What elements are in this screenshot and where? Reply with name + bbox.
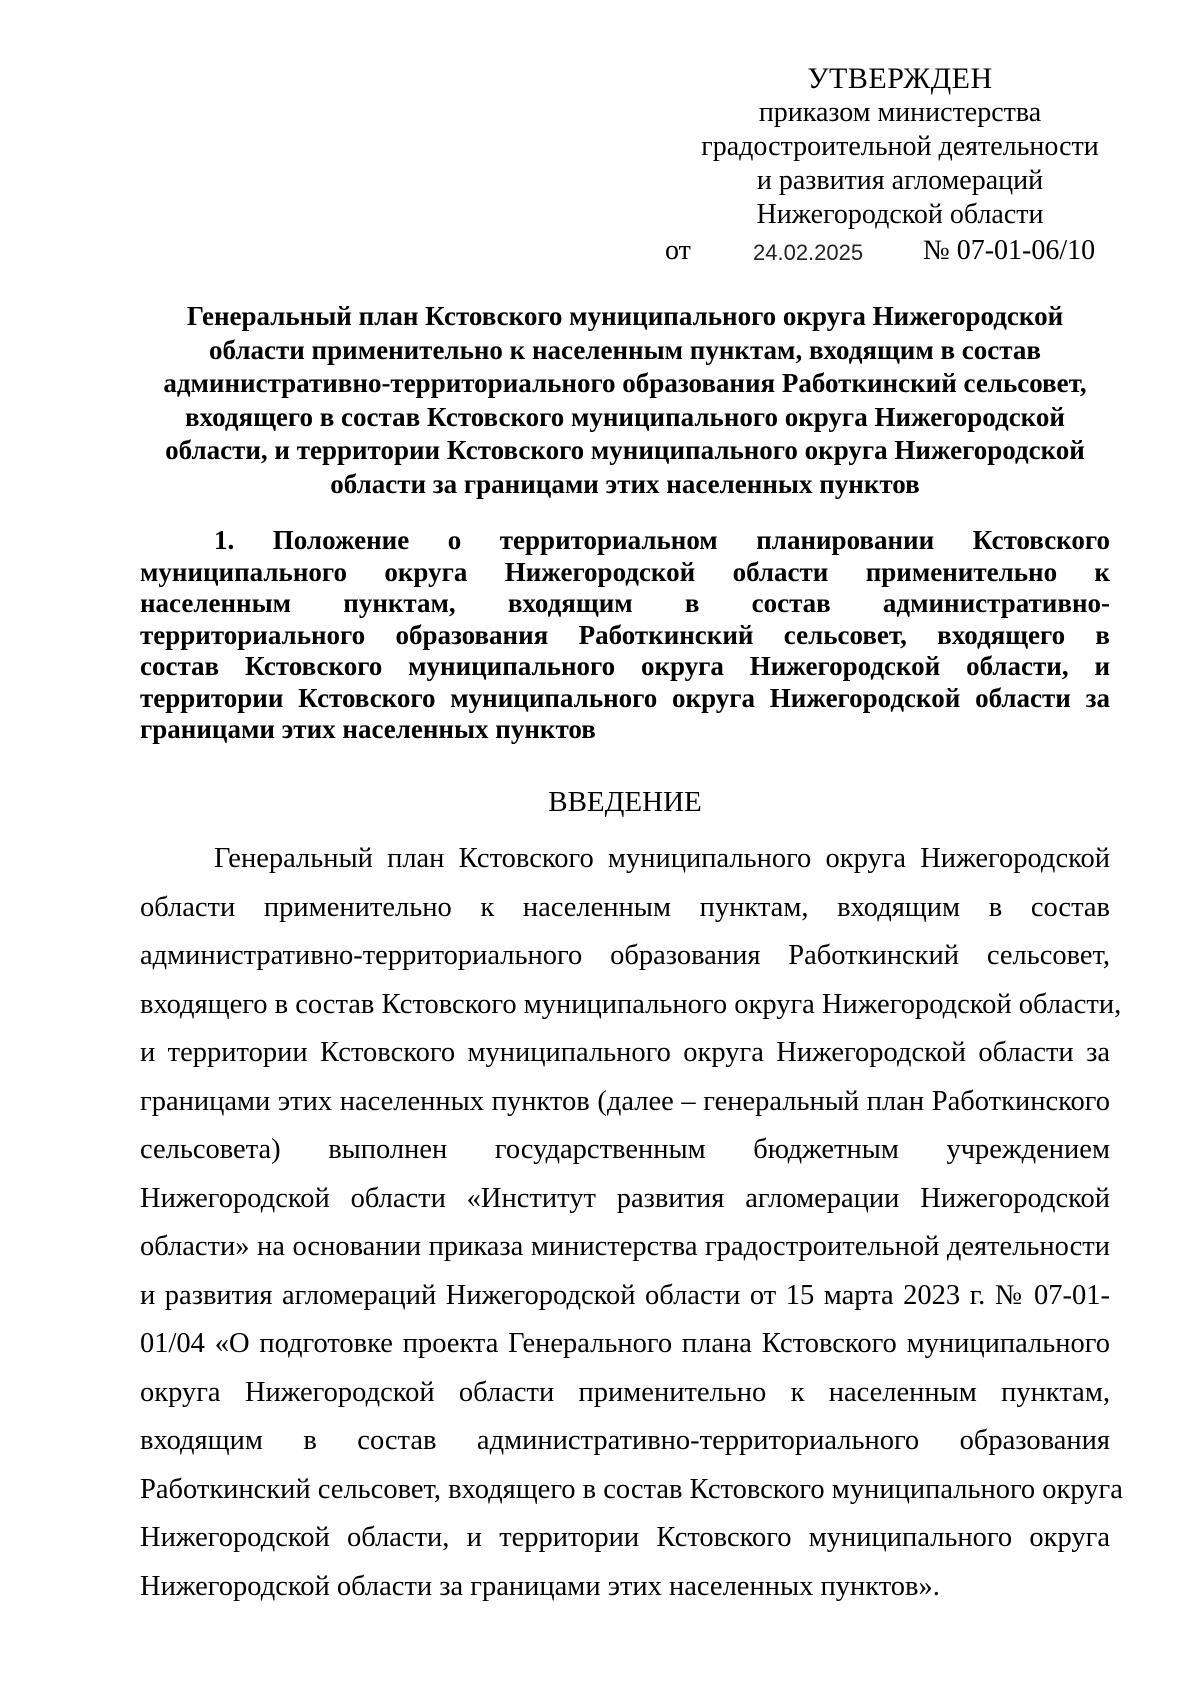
title-line: входящего в состав Кстовского муниципального округа Нижегородской: [185, 401, 1065, 432]
order-number: № 07-01-06/10: [923, 235, 1096, 266]
approval-stamp: [680, 62, 1120, 232]
approval-line: и развития агломераций: [756, 165, 1044, 196]
paragraph-line: границами этих населенных пунктов (далее – генеральный план Работкинского: [140, 1085, 1110, 1117]
paragraph-line: Генеральный план Кстовского муниципального округа Нижегородской: [214, 843, 1110, 874]
introduction-heading: ВВЕДЕНИЕ: [548, 786, 702, 818]
approved-label: УТВЕРЖДЕН: [807, 62, 993, 95]
paragraph-line: Работкинский сельсовет, входящего в состав Кстовского муниципального округа: [140, 1473, 1123, 1505]
title-line: области за границами этих населенных пунктов: [330, 468, 920, 499]
paragraph-line: округа Нижегородской области применительно к населенным пунктам,: [140, 1376, 1110, 1408]
paragraph-line: области» на основании приказа министерства градостроительной деятельности: [140, 1231, 1110, 1262]
approval-line: приказом министерства: [758, 97, 1042, 128]
section-heading-line: состав Кстовского муниципального округа Нижегородской области, и: [140, 651, 1110, 681]
section-heading-line: границами этих населенных пунктов: [140, 714, 596, 744]
paragraph-line: и территории Кстовского муниципального округа Нижегородской области за: [140, 1037, 1110, 1068]
paragraph-line: 01/04 «О подготовке проекта Генерального плана Кстовского муниципального: [140, 1328, 1110, 1359]
section-heading-line: муниципального округа Нижегородской области применительно к: [140, 556, 1110, 587]
from-label: от: [665, 235, 691, 266]
section-heading-line: территории Кстовского муниципального округа Нижегородской области за: [140, 682, 1110, 713]
section-heading-line: населенным пунктам, входящим в состав административно-: [140, 588, 1110, 618]
approval-line: градостроительной деятельности: [701, 131, 1099, 162]
approval-date-number-row: [665, 234, 1105, 268]
section-heading: [140, 525, 1110, 746]
title-line: административно-территориального образования Работкинский сельсовет,: [163, 368, 1087, 398]
paragraph-line: области применительно к населенным пунктам, входящим в состав: [140, 891, 1110, 923]
title-line: области, и территории Кстовского муниципального округа Нижегородской: [165, 435, 1085, 465]
paragraph-line: входящего в состав Кстовского муниципального округа Нижегородской области,: [140, 988, 1122, 1020]
paragraph-line: Нижегородской области за границами этих населенных пунктов».: [140, 1570, 940, 1602]
section-heading-line: 1. Положение о территориальном планировании Кстовского: [214, 525, 1110, 555]
paragraph-line: Нижегородской области «Институт развития агломерации Нижегородской: [140, 1182, 1110, 1214]
order-date: 24.02.2025: [753, 240, 864, 265]
document-title: [140, 300, 1110, 501]
paragraph-line: сельсовета) выполнен государственным бюджетным учреждением: [140, 1134, 1110, 1165]
paragraph-line: административно-территориального образования Работкинский сельсовет,: [140, 940, 1110, 971]
approval-line: Нижегородской области: [756, 199, 1044, 230]
paragraph-line: и развития агломераций Нижегородской области от 15 марта 2023 г. № 07-01-: [140, 1279, 1110, 1311]
introduction-paragraph: [140, 835, 1123, 1611]
paragraph-line: Нижегородской области, и территории Кстовского муниципального округа: [140, 1522, 1110, 1553]
paragraph-line: входящим в состав административно-территориального образования: [140, 1425, 1110, 1456]
section-heading-line: территориального образования Работкинский сельсовет, входящего в: [140, 619, 1110, 650]
title-line: области применительно к населенным пунктам, входящим в состав: [209, 334, 1041, 365]
title-line: Генеральный план Кстовского муниципального округа Нижегородской: [186, 301, 1064, 331]
